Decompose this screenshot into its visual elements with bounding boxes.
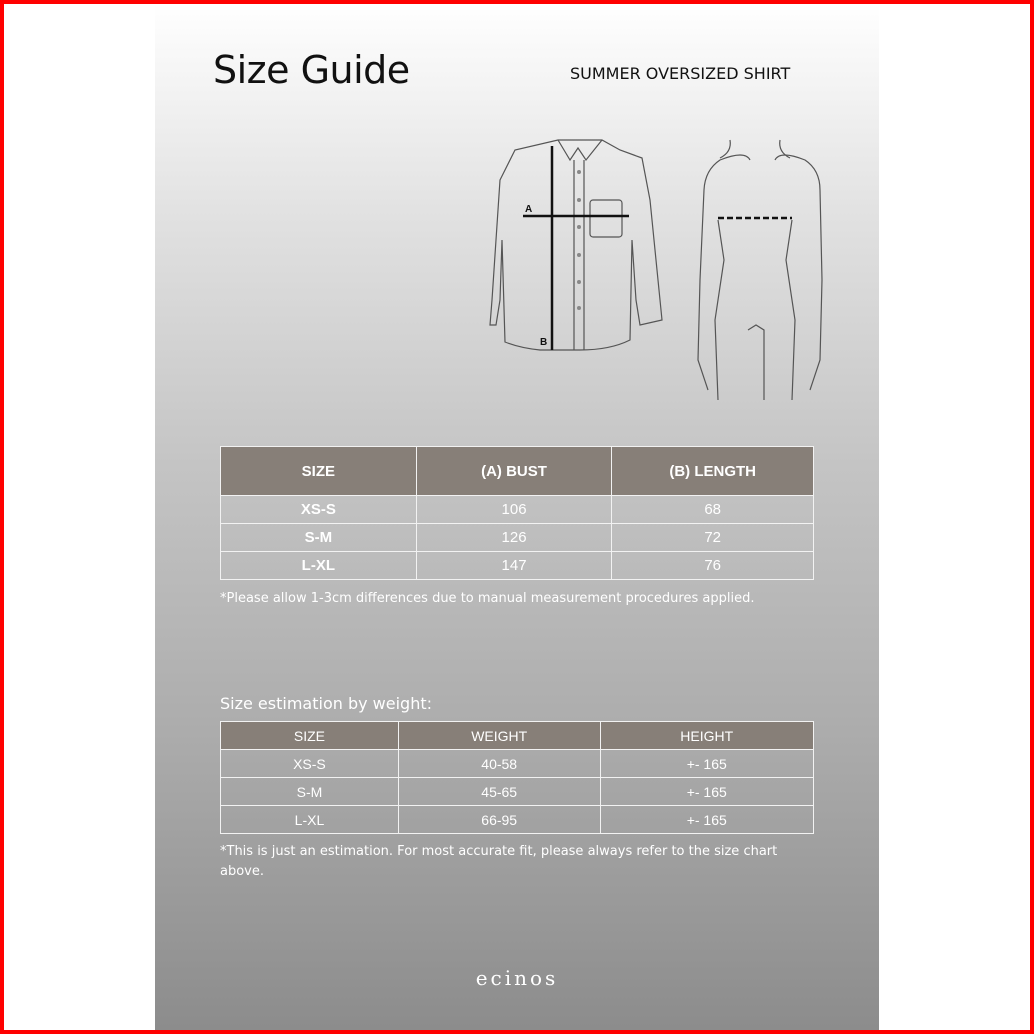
brand-logo: ecinos [475, 966, 559, 990]
col-length: (B) LENGTH [612, 447, 814, 496]
label-a: A [525, 204, 533, 215]
label-b: B [540, 337, 548, 348]
cell-length: 72 [612, 524, 814, 552]
shirt-drawing [490, 140, 662, 350]
weight-chart-note: *This is just an estimation. For most accurate fit, please always refer to the size chart above. [220, 844, 778, 879]
body-drawing [698, 140, 822, 400]
cell-height: +- 165 [600, 806, 814, 834]
table-row [221, 778, 814, 806]
cell-bust: 147 [416, 552, 612, 580]
cell-height: +- 165 [600, 750, 814, 778]
weight-chart-table [220, 721, 814, 834]
col-bust: (A) BUST [416, 447, 612, 496]
col-size: SIZE [221, 447, 417, 496]
cell-bust: 126 [416, 524, 612, 552]
table-header [221, 722, 814, 750]
cell-bust: 106 [416, 496, 612, 524]
size-chart-table [220, 446, 814, 580]
cell-size: S-M [221, 778, 399, 806]
cell-weight: 40-58 [398, 750, 600, 778]
page-title: Size Guide [213, 48, 410, 92]
col-size: SIZE [221, 722, 399, 750]
table-row [221, 552, 814, 580]
cell-weight: 66-95 [398, 806, 600, 834]
col-height: HEIGHT [600, 722, 814, 750]
size-chart-note: *Please allow 1-3cm differences due to manual measurement procedures applied. [220, 591, 755, 606]
cell-weight: 45-65 [398, 778, 600, 806]
col-weight: WEIGHT [398, 722, 600, 750]
measurement-illustration [320, 120, 840, 410]
table-header [221, 447, 814, 496]
table-row [221, 750, 814, 778]
product-name: SUMMER OVERSIZED SHIRT [570, 64, 791, 83]
cell-size: XS-S [221, 496, 417, 524]
size-guide-page [155, 4, 879, 1030]
weight-chart-subtitle: Size estimation by weight: [220, 694, 432, 713]
table-row [221, 496, 814, 524]
cell-size: L-XL [221, 806, 399, 834]
cell-size: L-XL [221, 552, 417, 580]
table-row [221, 806, 814, 834]
cell-size: XS-S [221, 750, 399, 778]
table-row [221, 524, 814, 552]
cell-length: 68 [612, 496, 814, 524]
cell-size: S-M [221, 524, 417, 552]
cell-length: 76 [612, 552, 814, 580]
cell-height: +- 165 [600, 778, 814, 806]
